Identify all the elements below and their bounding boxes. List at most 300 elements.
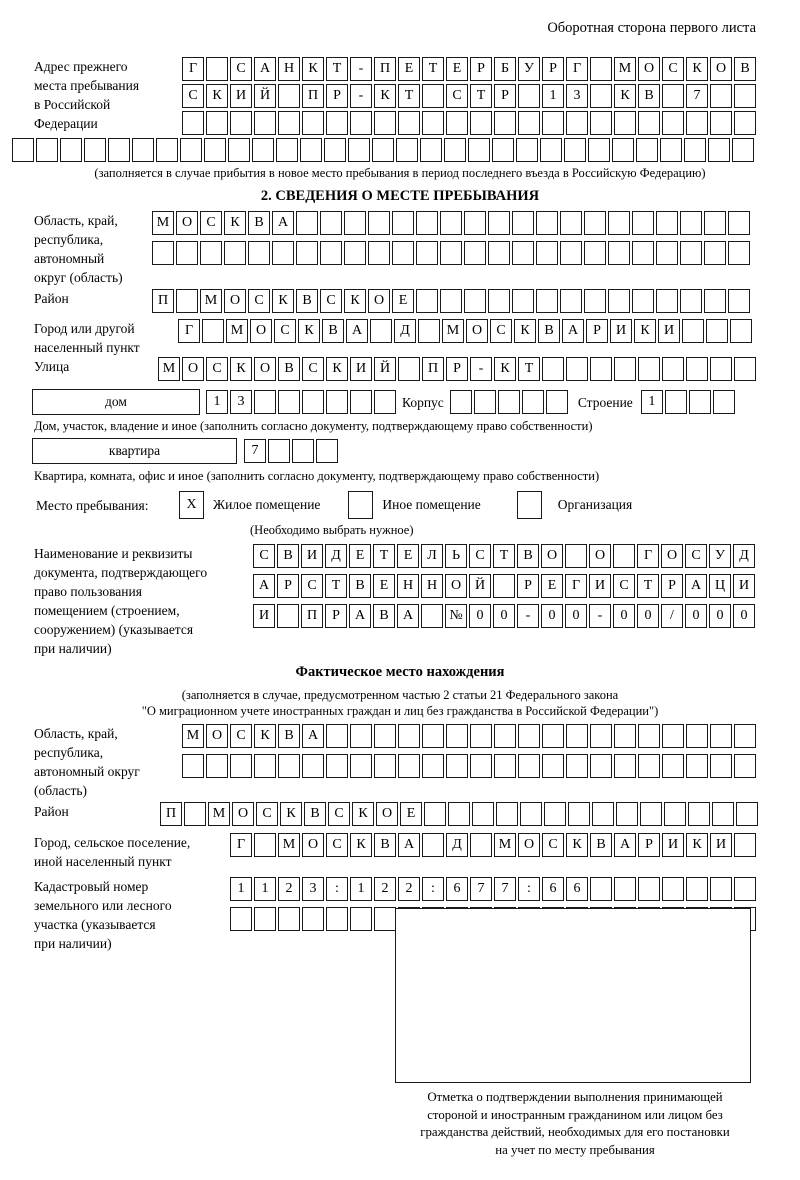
char-cell[interactable] (176, 241, 198, 265)
char-cell[interactable]: Т (326, 57, 348, 81)
char-cell[interactable] (560, 241, 582, 265)
char-cell[interactable] (608, 211, 630, 235)
char-cell[interactable] (710, 84, 732, 108)
char-cell[interactable]: Е (373, 574, 395, 598)
char-cell[interactable] (520, 802, 542, 826)
char-cell[interactable] (206, 754, 228, 778)
char-cell[interactable] (590, 84, 612, 108)
char-cell[interactable]: М (208, 802, 230, 826)
char-cell[interactable] (348, 138, 370, 162)
char-cell[interactable] (396, 138, 418, 162)
char-cell[interactable]: С (326, 833, 348, 857)
char-cell[interactable]: В (278, 724, 300, 748)
char-cell[interactable]: А (349, 604, 371, 628)
char-cell[interactable] (522, 390, 544, 414)
char-cell[interactable]: Й (374, 357, 396, 381)
char-cell[interactable]: Е (349, 544, 371, 568)
char-cell[interactable]: Т (470, 84, 492, 108)
char-cell[interactable]: Н (397, 574, 419, 598)
char-cell[interactable]: К (280, 802, 302, 826)
char-cell[interactable] (370, 319, 392, 343)
char-cell[interactable]: Е (398, 57, 420, 81)
char-cell[interactable]: № (445, 604, 467, 628)
char-cell[interactable] (492, 138, 514, 162)
char-cell[interactable] (368, 241, 390, 265)
char-cell[interactable] (590, 724, 612, 748)
char-cell[interactable]: Д (325, 544, 347, 568)
char-cell[interactable] (536, 241, 558, 265)
char-cell[interactable]: О (232, 802, 254, 826)
char-cell[interactable]: В (734, 57, 756, 81)
char-cell[interactable]: А (346, 319, 368, 343)
char-cell[interactable]: 1 (542, 84, 564, 108)
char-cell[interactable] (710, 877, 732, 901)
char-cell[interactable] (488, 211, 510, 235)
char-cell[interactable] (206, 57, 228, 81)
char-cell[interactable] (228, 138, 250, 162)
char-cell[interactable]: Р (326, 84, 348, 108)
char-cell[interactable] (512, 241, 534, 265)
char-cell[interactable] (374, 754, 396, 778)
char-cell[interactable] (448, 802, 470, 826)
char-cell[interactable] (277, 604, 299, 628)
char-cell[interactable]: М (494, 833, 516, 857)
char-cell[interactable]: Г (637, 544, 659, 568)
char-cell[interactable] (446, 111, 468, 135)
char-cell[interactable]: А (254, 57, 276, 81)
char-cell[interactable]: 2 (398, 877, 420, 901)
char-cell[interactable] (182, 754, 204, 778)
char-cell[interactable]: М (278, 833, 300, 857)
checkbox-residential[interactable]: X (179, 491, 204, 519)
char-cell[interactable] (464, 211, 486, 235)
char-cell[interactable] (254, 111, 276, 135)
char-cell[interactable]: 6 (542, 877, 564, 901)
char-cell[interactable]: В (538, 319, 560, 343)
char-cell[interactable]: С (320, 289, 342, 313)
char-cell[interactable] (734, 357, 756, 381)
char-cell[interactable] (422, 754, 444, 778)
char-cell[interactable]: П (152, 289, 174, 313)
char-cell[interactable]: Р (661, 574, 683, 598)
char-cell[interactable] (326, 390, 348, 414)
char-cell[interactable]: К (614, 84, 636, 108)
char-cell[interactable] (590, 57, 612, 81)
char-cell[interactable] (12, 138, 34, 162)
char-cell[interactable] (444, 138, 466, 162)
char-cell[interactable] (662, 84, 684, 108)
char-cell[interactable] (584, 289, 606, 313)
char-cell[interactable] (590, 357, 612, 381)
char-cell[interactable]: Ь (445, 544, 467, 568)
char-cell[interactable] (374, 111, 396, 135)
char-cell[interactable] (734, 877, 756, 901)
char-cell[interactable] (421, 604, 443, 628)
char-cell[interactable] (662, 877, 684, 901)
char-cell[interactable] (180, 138, 202, 162)
char-cell[interactable]: И (610, 319, 632, 343)
char-cell[interactable]: 1 (350, 877, 372, 901)
char-cell[interactable]: М (152, 211, 174, 235)
char-cell[interactable]: И (658, 319, 680, 343)
char-cell[interactable]: В (304, 802, 326, 826)
char-cell[interactable]: В (248, 211, 270, 235)
char-cell[interactable] (540, 138, 562, 162)
char-cell[interactable]: 3 (302, 877, 324, 901)
char-cell[interactable]: К (230, 357, 252, 381)
char-cell[interactable] (614, 357, 636, 381)
char-cell[interactable] (176, 289, 198, 313)
char-cell[interactable] (518, 724, 540, 748)
char-cell[interactable] (424, 802, 446, 826)
char-cell[interactable]: К (254, 724, 276, 748)
char-cell[interactable]: Е (400, 802, 422, 826)
char-cell[interactable]: Т (325, 574, 347, 598)
char-cell[interactable] (60, 138, 82, 162)
char-cell[interactable]: 2 (278, 877, 300, 901)
char-cell[interactable]: С (613, 574, 635, 598)
char-cell[interactable] (736, 802, 758, 826)
char-cell[interactable] (350, 724, 372, 748)
char-cell[interactable] (468, 138, 490, 162)
char-cell[interactable]: М (182, 724, 204, 748)
char-cell[interactable] (656, 289, 678, 313)
char-cell[interactable] (566, 724, 588, 748)
char-cell[interactable]: Р (277, 574, 299, 598)
char-cell[interactable]: О (376, 802, 398, 826)
char-cell[interactable]: Е (397, 544, 419, 568)
char-cell[interactable] (416, 241, 438, 265)
char-cell[interactable]: Е (392, 289, 414, 313)
char-cell[interactable]: О (182, 357, 204, 381)
char-cell[interactable] (712, 802, 734, 826)
char-cell[interactable]: Т (637, 574, 659, 598)
char-cell[interactable] (252, 138, 274, 162)
char-cell[interactable]: О (254, 357, 276, 381)
char-cell[interactable]: Д (394, 319, 416, 343)
char-cell[interactable]: Р (470, 57, 492, 81)
char-cell[interactable]: Р (325, 604, 347, 628)
char-cell[interactable] (326, 754, 348, 778)
char-cell[interactable]: 1 (206, 390, 228, 414)
char-cell[interactable] (422, 111, 444, 135)
char-cell[interactable] (608, 241, 630, 265)
char-cell[interactable] (680, 211, 702, 235)
char-cell[interactable] (614, 111, 636, 135)
char-cell[interactable] (546, 390, 568, 414)
char-cell[interactable] (614, 724, 636, 748)
char-cell[interactable]: Т (493, 544, 515, 568)
char-cell[interactable]: П (301, 604, 323, 628)
char-cell[interactable] (320, 211, 342, 235)
char-cell[interactable]: 0 (709, 604, 731, 628)
char-cell[interactable]: Г (178, 319, 200, 343)
char-cell[interactable] (664, 802, 686, 826)
char-cell[interactable] (608, 289, 630, 313)
char-cell[interactable]: 0 (565, 604, 587, 628)
char-cell[interactable] (450, 390, 472, 414)
char-cell[interactable] (488, 241, 510, 265)
char-cell[interactable] (302, 907, 324, 931)
char-cell[interactable] (132, 138, 154, 162)
char-cell[interactable]: Р (517, 574, 539, 598)
char-cell[interactable]: 3 (230, 390, 252, 414)
char-cell[interactable] (440, 211, 462, 235)
char-cell[interactable] (302, 754, 324, 778)
char-cell[interactable]: К (352, 802, 374, 826)
char-cell[interactable]: С (446, 84, 468, 108)
char-cell[interactable] (512, 211, 534, 235)
char-cell[interactable] (518, 754, 540, 778)
char-cell[interactable] (662, 754, 684, 778)
char-cell[interactable]: Й (469, 574, 491, 598)
char-cell[interactable] (689, 390, 711, 414)
char-cell[interactable] (706, 319, 728, 343)
char-cell[interactable] (420, 138, 442, 162)
char-cell[interactable] (518, 111, 540, 135)
char-cell[interactable]: В (296, 289, 318, 313)
char-cell[interactable] (254, 390, 276, 414)
char-cell[interactable] (254, 907, 276, 931)
char-cell[interactable]: И (710, 833, 732, 857)
char-cell[interactable]: 7 (686, 84, 708, 108)
char-cell[interactable] (616, 802, 638, 826)
char-cell[interactable]: У (709, 544, 731, 568)
char-cell[interactable] (446, 754, 468, 778)
char-cell[interactable]: С (302, 357, 324, 381)
char-cell[interactable] (638, 877, 660, 901)
char-cell[interactable] (542, 357, 564, 381)
char-cell[interactable]: О (518, 833, 540, 857)
char-cell[interactable] (464, 241, 486, 265)
char-cell[interactable] (372, 138, 394, 162)
char-cell[interactable]: К (224, 211, 246, 235)
char-cell[interactable] (730, 319, 752, 343)
char-cell[interactable]: У (518, 57, 540, 81)
char-cell[interactable] (512, 289, 534, 313)
char-cell[interactable]: : (422, 877, 444, 901)
char-cell[interactable]: Б (494, 57, 516, 81)
char-cell[interactable] (344, 211, 366, 235)
char-cell[interactable]: К (344, 289, 366, 313)
char-cell[interactable]: Т (518, 357, 540, 381)
char-cell[interactable] (416, 289, 438, 313)
char-cell[interactable]: И (230, 84, 252, 108)
char-cell[interactable] (324, 138, 346, 162)
char-cell[interactable] (544, 802, 566, 826)
char-cell[interactable] (278, 111, 300, 135)
char-cell[interactable] (350, 111, 372, 135)
char-cell[interactable]: - (517, 604, 539, 628)
char-cell[interactable] (474, 390, 496, 414)
char-cell[interactable]: Р (638, 833, 660, 857)
char-cell[interactable] (422, 84, 444, 108)
char-cell[interactable]: Г (565, 574, 587, 598)
char-cell[interactable] (686, 724, 708, 748)
char-cell[interactable] (152, 241, 174, 265)
char-cell[interactable] (686, 754, 708, 778)
char-cell[interactable]: А (397, 604, 419, 628)
char-cell[interactable]: В (278, 357, 300, 381)
char-cell[interactable]: П (374, 57, 396, 81)
char-cell[interactable] (632, 289, 654, 313)
char-cell[interactable] (320, 241, 342, 265)
char-cell[interactable] (590, 877, 612, 901)
char-cell[interactable]: К (272, 289, 294, 313)
char-cell[interactable]: И (301, 544, 323, 568)
char-cell[interactable] (493, 574, 515, 598)
char-cell[interactable] (494, 111, 516, 135)
char-cell[interactable] (584, 211, 606, 235)
char-cell[interactable] (200, 241, 222, 265)
char-cell[interactable] (296, 211, 318, 235)
char-cell[interactable] (636, 138, 658, 162)
char-cell[interactable] (686, 111, 708, 135)
char-cell[interactable] (416, 211, 438, 235)
char-cell[interactable]: А (302, 724, 324, 748)
char-cell[interactable] (230, 754, 252, 778)
char-cell[interactable] (230, 111, 252, 135)
char-cell[interactable]: 7 (494, 877, 516, 901)
char-cell[interactable]: Е (446, 57, 468, 81)
char-cell[interactable]: К (374, 84, 396, 108)
char-cell[interactable] (614, 877, 636, 901)
char-cell[interactable] (36, 138, 58, 162)
char-cell[interactable] (108, 138, 130, 162)
char-cell[interactable] (494, 754, 516, 778)
char-cell[interactable] (680, 241, 702, 265)
char-cell[interactable]: К (514, 319, 536, 343)
char-cell[interactable] (566, 357, 588, 381)
char-cell[interactable]: С (200, 211, 222, 235)
char-cell[interactable] (84, 138, 106, 162)
char-cell[interactable] (374, 907, 396, 931)
char-cell[interactable]: 0 (493, 604, 515, 628)
char-cell[interactable] (708, 138, 730, 162)
char-cell[interactable]: П (160, 802, 182, 826)
char-cell[interactable]: А (272, 211, 294, 235)
char-cell[interactable]: О (589, 544, 611, 568)
char-cell[interactable] (496, 802, 518, 826)
char-cell[interactable]: К (302, 57, 324, 81)
char-cell[interactable]: П (422, 357, 444, 381)
char-cell[interactable]: 1 (230, 877, 252, 901)
char-cell[interactable] (398, 357, 420, 381)
char-cell[interactable] (470, 724, 492, 748)
char-cell[interactable]: О (368, 289, 390, 313)
char-cell[interactable] (398, 111, 420, 135)
char-cell[interactable]: К (566, 833, 588, 857)
char-cell[interactable]: О (466, 319, 488, 343)
char-cell[interactable] (326, 907, 348, 931)
char-cell[interactable] (254, 833, 276, 857)
char-cell[interactable]: Д (446, 833, 468, 857)
char-cell[interactable]: Н (421, 574, 443, 598)
char-cell[interactable]: Д (733, 544, 755, 568)
char-cell[interactable]: А (685, 574, 707, 598)
char-cell[interactable] (704, 241, 726, 265)
char-cell[interactable]: С (182, 84, 204, 108)
char-cell[interactable] (296, 241, 318, 265)
char-cell[interactable] (272, 241, 294, 265)
char-cell[interactable] (640, 802, 662, 826)
char-cell[interactable] (588, 138, 610, 162)
char-cell[interactable] (392, 241, 414, 265)
char-cell[interactable] (326, 724, 348, 748)
char-cell[interactable]: С (469, 544, 491, 568)
char-cell[interactable]: С (253, 544, 275, 568)
char-cell[interactable]: В (517, 544, 539, 568)
char-cell[interactable] (248, 241, 270, 265)
char-cell[interactable]: О (541, 544, 563, 568)
char-cell[interactable]: 6 (566, 877, 588, 901)
char-cell[interactable] (472, 802, 494, 826)
char-cell[interactable]: 2 (374, 877, 396, 901)
char-cell[interactable] (498, 390, 520, 414)
char-cell[interactable]: А (614, 833, 636, 857)
char-cell[interactable]: 0 (685, 604, 707, 628)
char-cell[interactable]: О (224, 289, 246, 313)
char-cell[interactable]: О (638, 57, 660, 81)
char-cell[interactable] (728, 211, 750, 235)
char-cell[interactable] (446, 724, 468, 748)
char-cell[interactable] (566, 754, 588, 778)
char-cell[interactable] (422, 833, 444, 857)
char-cell[interactable]: В (590, 833, 612, 857)
char-cell[interactable] (542, 724, 564, 748)
char-cell[interactable]: Р (446, 357, 468, 381)
char-cell[interactable] (638, 754, 660, 778)
char-cell[interactable] (612, 138, 634, 162)
char-cell[interactable]: О (445, 574, 467, 598)
char-cell[interactable]: М (226, 319, 248, 343)
char-cell[interactable] (662, 724, 684, 748)
char-cell[interactable] (278, 84, 300, 108)
char-cell[interactable]: 1 (641, 390, 663, 414)
char-cell[interactable] (560, 211, 582, 235)
char-cell[interactable] (292, 439, 314, 463)
char-cell[interactable]: 7 (470, 877, 492, 901)
char-cell[interactable]: К (634, 319, 656, 343)
char-cell[interactable] (368, 211, 390, 235)
char-cell[interactable] (590, 754, 612, 778)
checkbox-organization[interactable] (517, 491, 542, 519)
char-cell[interactable] (680, 289, 702, 313)
char-cell[interactable]: - (350, 84, 372, 108)
char-cell[interactable] (268, 439, 290, 463)
char-cell[interactable]: О (302, 833, 324, 857)
char-cell[interactable] (638, 111, 660, 135)
char-cell[interactable] (568, 802, 590, 826)
char-cell[interactable] (470, 754, 492, 778)
char-cell[interactable]: - (470, 357, 492, 381)
char-cell[interactable] (254, 754, 276, 778)
char-cell[interactable] (278, 390, 300, 414)
char-cell[interactable]: К (206, 84, 228, 108)
char-cell[interactable]: С (256, 802, 278, 826)
char-cell[interactable]: В (322, 319, 344, 343)
char-cell[interactable]: В (373, 604, 395, 628)
char-cell[interactable]: - (589, 604, 611, 628)
char-cell[interactable]: И (589, 574, 611, 598)
char-cell[interactable] (518, 84, 540, 108)
char-cell[interactable]: О (176, 211, 198, 235)
char-cell[interactable] (734, 84, 756, 108)
char-cell[interactable]: К (494, 357, 516, 381)
char-cell[interactable] (204, 138, 226, 162)
char-cell[interactable] (564, 138, 586, 162)
char-cell[interactable]: К (686, 57, 708, 81)
